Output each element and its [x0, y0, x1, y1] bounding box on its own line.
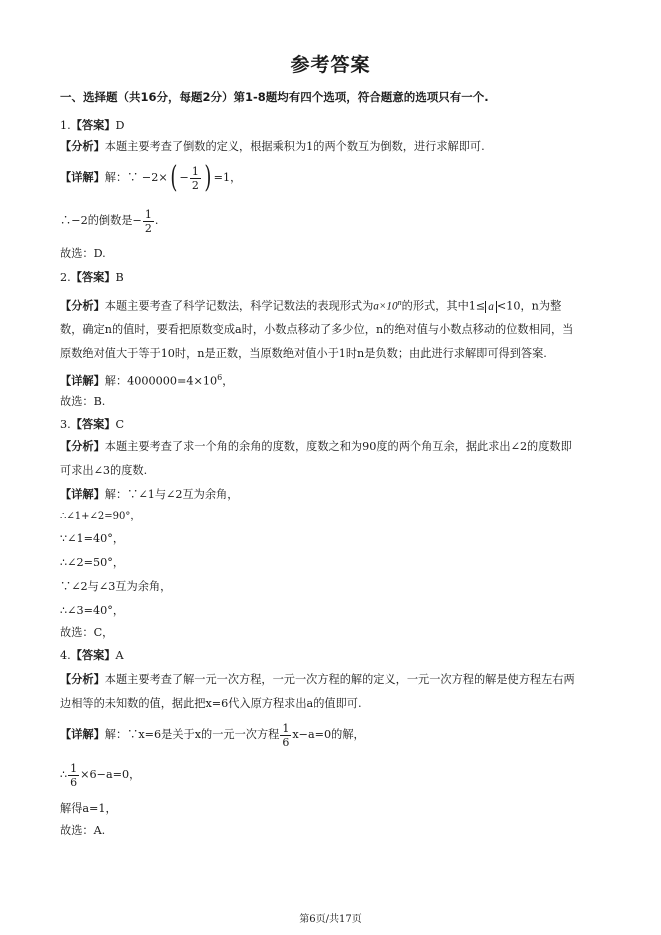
q2-analysis-form-exp: n [397, 298, 402, 307]
fraction-denominator: 2 [144, 221, 152, 235]
q2-final: 故选：B. [60, 395, 106, 408]
q1-conclusion-line [60, 206, 158, 236]
q1-conclusion-fraction [143, 208, 154, 235]
q2-analysis-1c: n为整 [531, 299, 562, 313]
q1-detail-frac-sign: − [179, 171, 189, 184]
q4-number: 4. [60, 649, 71, 662]
q2-analysis-line-3: 原数绝对值大于等于10时，n是正数，当原数绝对值小于1时n是负数；由此进行求解即可得到答案. [60, 347, 547, 360]
q3-analysis-1: 本题主要考查了求一个角的余角的度数，度数之和为90度的两个角互余，据此求出∠2的度数即 [104, 440, 572, 453]
q3-step-1: ∴∠1+∠2=90°， [60, 511, 141, 522]
q3-step-4: ∵∠2与∠3互为余角， [60, 580, 172, 593]
q2-detail-expr: 4000000=4×10 [127, 374, 218, 388]
q2-analysis-1b: 的形式，其中 [401, 299, 469, 313]
q2-cond-left: 1≤ [468, 299, 486, 313]
q1-answer-tag: 【答案】 [70, 118, 116, 132]
q3-detail-tag: 【详解】 [60, 487, 105, 501]
q2-analysis-tag: 【分析】 [60, 298, 105, 313]
fraction-denominator: 2 [191, 178, 199, 192]
q2-answer-line [60, 270, 124, 285]
fraction-numerator: 1 [144, 207, 152, 221]
q4-step-1-line [60, 760, 140, 790]
q3-analysis-line-1 [60, 439, 572, 454]
q1-final: 故选：D. [60, 247, 106, 260]
fraction-numerator: 1 [191, 164, 199, 178]
q2-detail-end: ， [222, 374, 234, 388]
therefore-symbol: ∴ [60, 214, 72, 227]
q2-answer-tag: 【答案】 [70, 270, 116, 284]
left-paren: ( [170, 160, 178, 195]
q4-analysis-line-2: 边相等的未知数的值，据此把x=6代入原方程求出a的值即可. [60, 697, 362, 710]
fraction-numerator: 1 [70, 761, 78, 775]
q4-analysis-1: 本题主要考查了解一元一次方程，一元一次方程的解的定义，一元一次方程的解是使方程左右两 [104, 673, 575, 686]
q4-analysis-line-1 [60, 672, 575, 687]
q1-analysis-tag: 【分析】 [60, 139, 105, 153]
page-title: 参考答案 [290, 54, 371, 76]
q4-answer-tag: 【答案】 [70, 648, 116, 662]
q1-answer-line [60, 118, 124, 133]
q4-step-1-expr: ×6−a=0， [80, 768, 141, 781]
q1-conclusion-end: . [154, 214, 159, 227]
q2-detail-exp: 6 [217, 373, 223, 382]
fraction-denominator: 6 [282, 735, 290, 749]
q3-detail-line [60, 487, 238, 502]
q4-detail-tag: 【详解】 [60, 727, 105, 741]
q4-answer-line [60, 648, 124, 663]
q3-step-3: ∴∠2=50°， [60, 556, 125, 569]
q2-detail-line [60, 370, 233, 389]
q1-analysis-line [60, 139, 485, 154]
q4-detail-line [60, 719, 365, 750]
q4-detail-intro: 解：∵x=6是关于x的一元一次方程 [104, 728, 280, 741]
q1-number: 1. [60, 119, 71, 132]
q3-analysis-line-2: 可求出∠3的度数. [60, 464, 148, 477]
q2-detail-tag: 【详解】 [60, 373, 105, 388]
q4-analysis-tag: 【分析】 [60, 672, 105, 686]
q3-detail-intro: 解：∵∠1与∠2互为余角， [104, 488, 239, 501]
q2-analysis-form: a×10 [373, 300, 398, 313]
q3-step-2: ∵∠1=40°， [60, 532, 125, 545]
q1-conclusion-text: −2的倒数是 [71, 214, 133, 227]
q1-analysis: 本题主要考查了倒数的定义，根据乘积为1的两个数互为倒数，进行求解即可. [104, 140, 485, 153]
q2-cond-abs: a [485, 301, 497, 313]
q3-answer-line [60, 417, 124, 432]
q3-answer-tag: 【答案】 [70, 417, 116, 431]
q1-detail-fraction [190, 165, 201, 192]
page-footer: 第6页/共17页 [299, 914, 362, 925]
q2-analysis-line-1 [60, 295, 561, 315]
q1-detail-line [60, 162, 241, 193]
q2-answer: B [115, 271, 124, 284]
q3-number: 3. [60, 418, 71, 431]
q3-answer: C [115, 418, 125, 431]
right-paren: ) [204, 160, 212, 195]
fraction-numerator: 1 [282, 721, 290, 735]
q2-detail-intro: 解： [104, 374, 128, 388]
fraction-denominator: 6 [70, 775, 78, 789]
q3-final: 故选：C， [60, 626, 114, 639]
q1-detail-intro: 解：∵ [104, 171, 139, 184]
q2-analysis-1a: 本题主要考查了科学记数法，科学记数法的表现形式为 [104, 299, 374, 313]
q4-step-1-fraction [68, 762, 79, 789]
q1-answer: D [115, 119, 125, 132]
q3-analysis-tag: 【分析】 [60, 439, 105, 453]
q2-number: 2. [60, 271, 71, 284]
therefore-symbol: ∴ [60, 768, 68, 781]
q1-detail-expr-right: =1， [213, 171, 242, 184]
q4-final: 故选：A. [60, 824, 106, 837]
q4-detail-expr: x−a=0的解， [292, 728, 365, 741]
q1-detail-expr-left: −2× [141, 171, 168, 184]
q2-cond-right: <10， [496, 299, 532, 313]
q4-detail-fraction [280, 722, 291, 749]
q3-step-5: ∴∠3=40°， [60, 604, 125, 617]
q1-detail-tag: 【详解】 [60, 170, 105, 184]
q4-step-2: 解得a=1， [60, 802, 117, 815]
q1-conclusion-sign: − [132, 214, 142, 227]
q2-analysis-line-2: 数，确定n的值时，要看把原数变成a时，小数点移动了多少位，n的绝对值与小数点移动的位数相同，当 [60, 323, 574, 336]
section-heading: 一、选择题（共16分，每题2分）第1-8题均有四个选项，符合题意的选项只有一个. [60, 90, 489, 104]
q4-answer: A [115, 649, 124, 662]
